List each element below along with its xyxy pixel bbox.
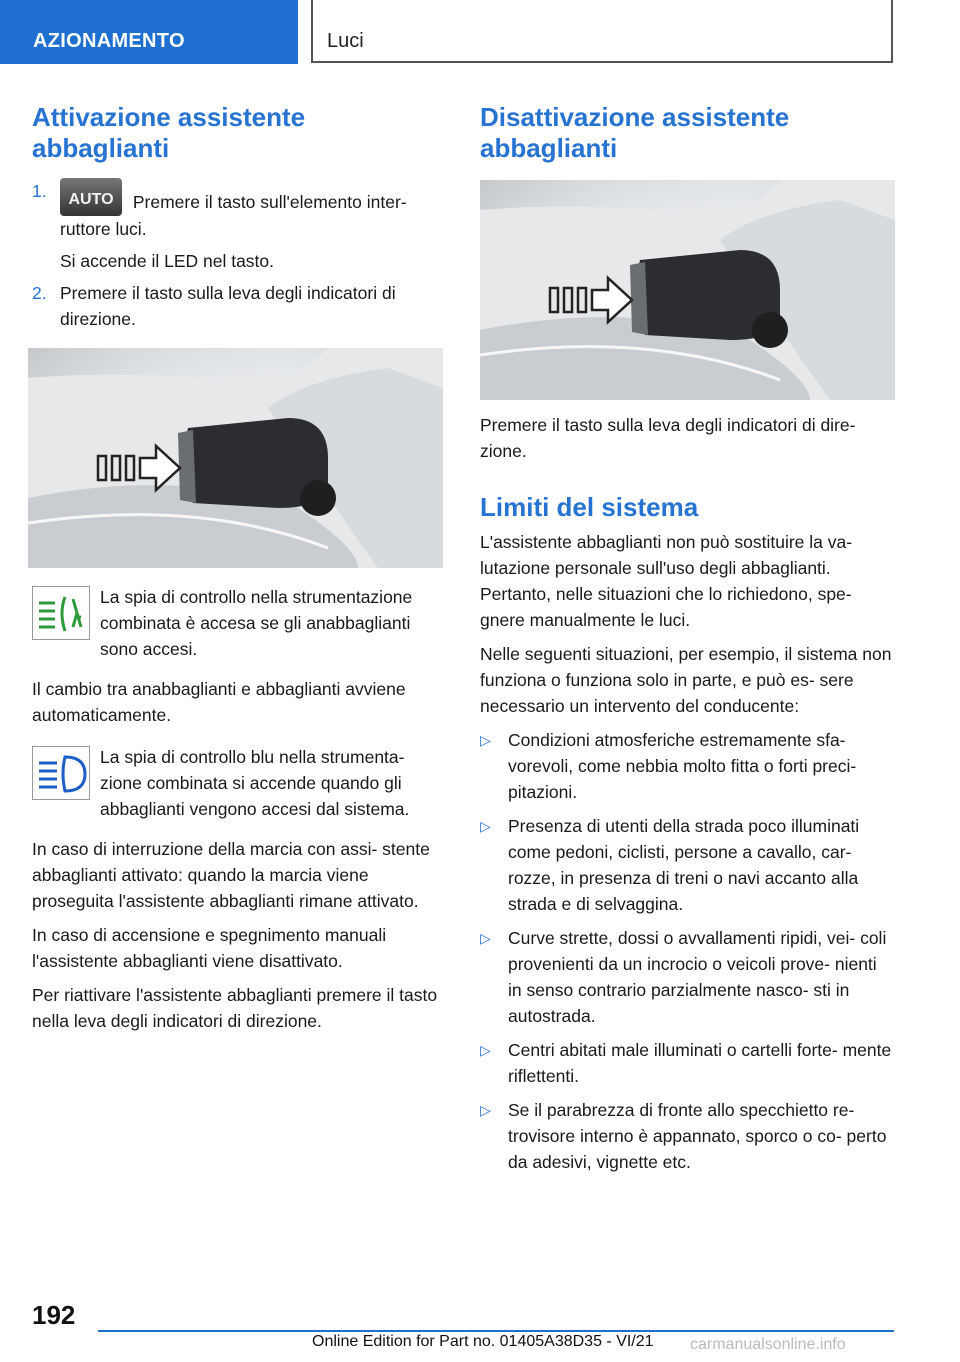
deactivation-heading: Disattivazione assistente abbaglianti (480, 102, 790, 163)
section-title: AZIONAMENTO (33, 30, 185, 52)
step-1-text: Premere il tasto sull'elemento inter- ruttore luci. (60, 192, 407, 239)
list-item (480, 925, 894, 1029)
list-item-text: Se il parabrezza di fronte allo specchietto re- trovisore interno è appannato, sporco o co- perto da adesivi, vignette etc. (508, 1100, 887, 1172)
indicator-row-green (32, 584, 446, 662)
auto-key-label: AUTO (68, 191, 114, 208)
step-1-number: 1. (32, 181, 47, 201)
step-1 (32, 178, 446, 242)
turn-signal-lever-photo-2 (480, 180, 895, 400)
page-number: 192 (32, 1300, 76, 1330)
indicator-row-blue (32, 744, 446, 822)
triangle-bullet-icon: ▷ (480, 930, 491, 946)
section-tab (0, 0, 298, 64)
list-item (480, 813, 894, 917)
step-2-text: Premere il tasto sulla leva degli indicatori di direzione. (60, 283, 396, 329)
indicator-2-text: La spia di controllo blu nella strumenta- zione combinata si accende quando gli abbaglianti vengono accesi dal sistema. (100, 747, 410, 819)
turn-signal-lever-photo (28, 348, 443, 568)
list-item-text: Curve strette, dossi o avvallamenti ripidi, vei- coli provenienti da un incrocio o veicoli prove- nienti in senso contrario parzialmente nasco- sti in autostrada. (508, 928, 887, 1026)
lever-illustration-2 (480, 180, 895, 400)
list-item (480, 1037, 894, 1089)
headlight-assist-green-icon (32, 586, 90, 640)
triangle-bullet-icon: ▷ (480, 1102, 491, 1118)
chapter-title: Luci (327, 30, 364, 52)
paragraph-switching: Il cambio tra anabbaglianti e abbaglianti avviene automaticamente. (32, 679, 406, 725)
footer-edition: Online Edition for Part no. 01405A38D35 - VI/21 (312, 1333, 654, 1350)
limits-list (480, 727, 894, 1175)
left-column (32, 102, 446, 1042)
indicator-1-text: La spia di controllo nella strumentazione combinata è accesa se gli anabbaglianti sono accesi. (100, 587, 413, 659)
step-2 (32, 280, 446, 332)
auto-button-icon (60, 178, 122, 216)
paragraph-interruption: In caso di interruzione della marcia con assi- stente abbaglianti attivato: quando la marcia viene proseguita l'assistente abbaglianti rimane attivato. (32, 839, 430, 911)
chapter-tab (311, 0, 893, 63)
limits-paragraph-1: L'assistente abbaglianti non può sostituire la va- lutazione personale sull'uso degli abbaglianti. Pertanto, nelle situazioni che lo richiedono, spe- gnere manualmente le luci. (480, 532, 853, 630)
photo-caption: Premere il tasto sulla leva degli indicatori di dire- zione. (480, 415, 856, 461)
triangle-bullet-icon: ▷ (480, 732, 491, 748)
step-2-number: 2. (32, 283, 47, 303)
activation-heading: Attivazione assistente abbaglianti (32, 102, 306, 163)
list-item (480, 1097, 894, 1175)
right-column (480, 102, 894, 1183)
limits-paragraph-2: Nelle seguenti situazioni, per esempio, il sistema non funziona o funziona solo in parte, e può es- sere necessario un intervento del conducente: (480, 644, 892, 716)
paragraph-reactivate: Per riattivare l'assistente abbaglianti premere il tasto nella leva degli indicatori di direzione. (32, 985, 438, 1031)
triangle-bullet-icon: ▷ (480, 818, 491, 834)
limits-heading: Limiti del sistema (480, 492, 699, 522)
triangle-bullet-icon: ▷ (480, 1042, 491, 1058)
list-item (480, 727, 894, 805)
paragraph-manual: In caso di accensione e spegnimento manuali l'assistente abbaglianti viene disattivato. (32, 925, 387, 971)
watermark: carmanualsonline.info (690, 1336, 846, 1353)
list-item-text: Presenza di utenti della strada poco illuminati come pedoni, ciclisti, persone a cavallo, car- rozze, in presenza di treni o navi accanto alla strada e di selvaggina. (508, 816, 860, 914)
list-item-text: Centri abitati male illuminati o cartelli forte- mente riflettenti. (508, 1040, 892, 1086)
footer-divider (98, 1330, 894, 1332)
step-1-sub: Si accende il LED nel tasto. (60, 251, 275, 271)
list-item-text: Condizioni atmosferiche estremamente sfa- vorevoli, come nebbia molto fitta o forti preci- pitazioni. (508, 730, 857, 802)
lever-illustration (28, 348, 443, 568)
high-beam-blue-icon (32, 746, 90, 800)
